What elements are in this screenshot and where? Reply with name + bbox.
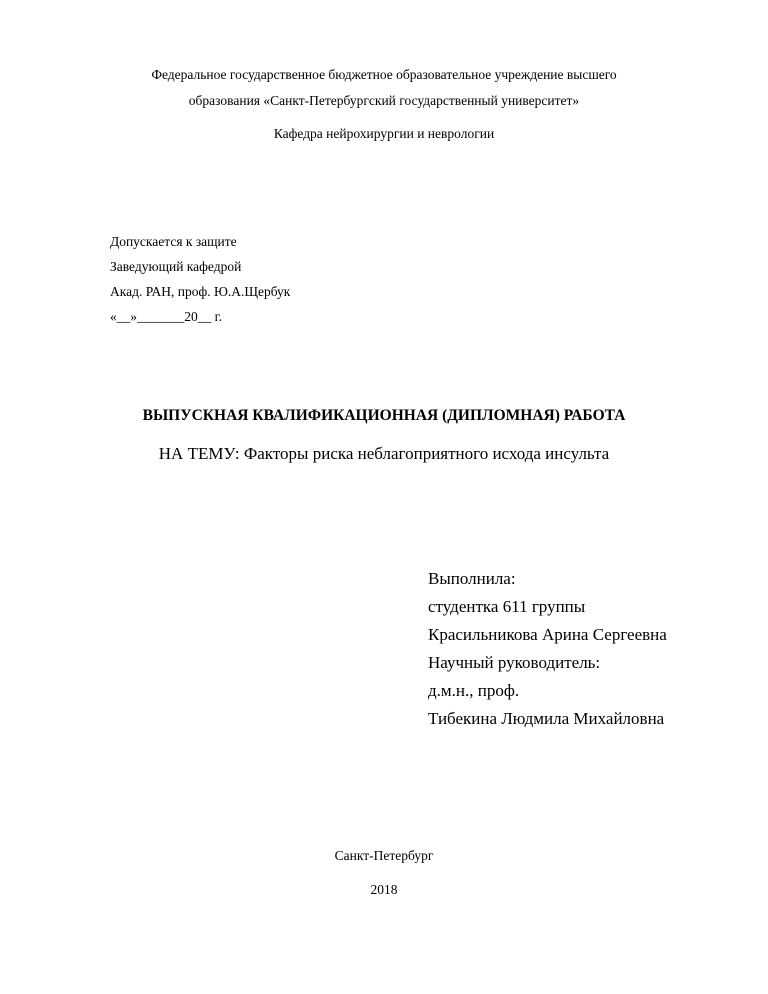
author-label: Выполнила: (428, 569, 516, 588)
city: Санкт-Петербург (334, 848, 434, 863)
approval-line-head: Заведующий кафедрой (110, 259, 242, 274)
author-group: студентка 611 группы (428, 597, 586, 616)
supervisor-degree: д.м.н., проф. (428, 681, 520, 700)
institution-line-1: Федеральное государственное бюджетное образовательное учреждение высшего (151, 67, 617, 82)
author-name: Красильникова Арина Сергеевна (428, 625, 667, 644)
year: 2018 (370, 882, 398, 897)
approval-line-admitted: Допускается к защите (110, 234, 237, 249)
thesis-topic: НА ТЕМУ: Факторы риска неблагоприятного исхода инсульта (158, 444, 610, 463)
department-name: Кафедра нейрохирургии и неврологии (273, 126, 495, 141)
approval-line-date: «__»_______20__ г. (110, 309, 223, 324)
approval-line-signatory: Акад. РАН, проф. Ю.А.Щербук (110, 284, 291, 299)
document-title: ВЫПУСКНАЯ КВАЛИФИКАЦИОННАЯ (ДИПЛОМНАЯ) РАБОТА (142, 407, 626, 424)
institution-line-2: образования «Санкт-Петербургский государственный университет» (188, 93, 580, 108)
supervisor-label: Научный руководитель: (428, 653, 601, 672)
supervisor-name: Тибекина Людмила Михайловна (428, 709, 665, 728)
